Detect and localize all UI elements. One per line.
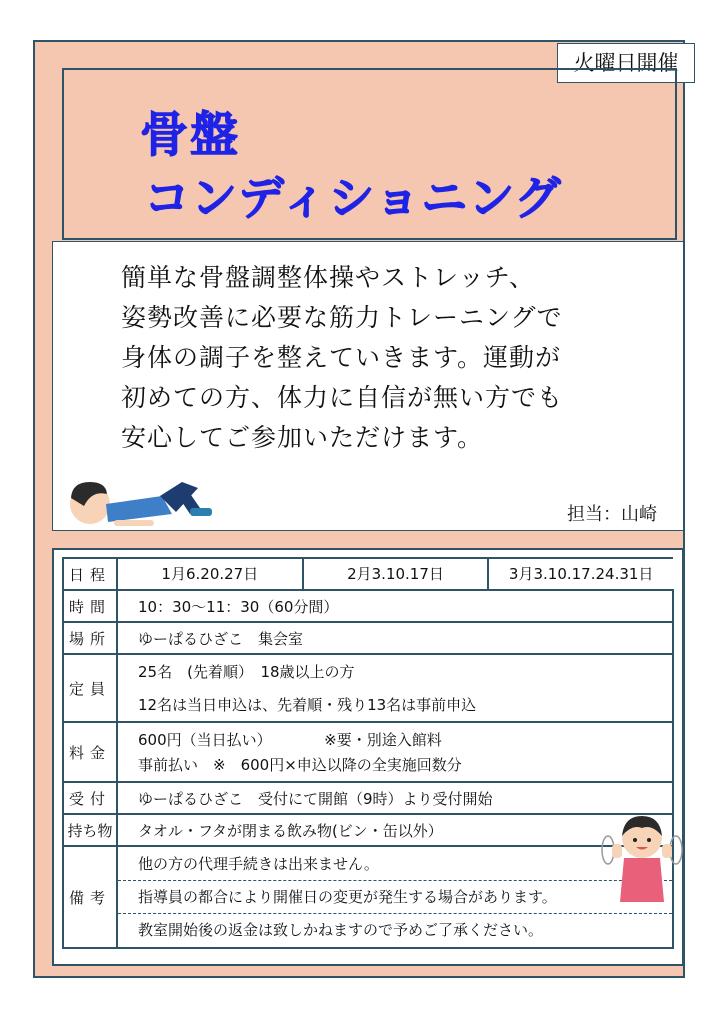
table-row (63, 590, 673, 622)
exercise-girl-illustration (596, 810, 686, 906)
place-label: 場所 (63, 622, 117, 654)
reception-value: ゆーぱるひざこ 受付にて開館（9時）より受付開始 (117, 782, 673, 814)
description (121, 258, 651, 458)
table-row (63, 782, 673, 814)
time-label: 時間 (63, 590, 117, 622)
note-item: 指導員の都合により開催日の変更が発生する場合があります。 (118, 880, 672, 913)
table-row (63, 622, 673, 654)
notes-label: 備考 (63, 846, 117, 948)
place-value: ゆーぱるひざこ 集会室 (117, 622, 673, 654)
schedule-label: 日程 (63, 558, 117, 590)
schedule-date: 3月3.10.17.24.31日 (508, 565, 654, 583)
table-row (63, 846, 673, 948)
note-item: 他の方の代理手続きは出来ません。 (138, 855, 379, 873)
capacity-line: 25名 (先着順） 18歳以上の方 (138, 663, 355, 681)
day-badge: 火曜日開催 (557, 43, 695, 83)
capacity-line: 12名は当日申込は、先着順・残り13名は事前申込 (138, 696, 477, 714)
capacity-label: 定員 (63, 654, 117, 722)
exercise-illustration (62, 468, 222, 530)
description-line: 簡単な骨盤調整体操やストレッチ、 (121, 263, 536, 292)
description-line: 身体の調子を整えていきます。運動が (121, 343, 562, 372)
description-line: 姿勢改善に必要な筋力トレーニングで (121, 303, 563, 332)
schedule-cells (117, 558, 673, 590)
belongings-label: 持ち物 (63, 814, 117, 846)
belongings-value: タオル・フタが閉まる飲み物(ビン・缶以外） (117, 814, 673, 846)
fee-label: 料金 (63, 722, 117, 782)
schedule-date: 2月3.10.17日 (304, 559, 490, 589)
table-row (63, 654, 673, 722)
schedule-date: 1月6.20.27日 (118, 559, 304, 589)
title-line-2: コンディショニング (144, 171, 562, 225)
description-line: 安心してご参加いただけます。 (121, 423, 484, 452)
title-line-1: 骨盤 (140, 107, 241, 163)
table-row (63, 814, 673, 846)
reception-label: 受付 (63, 782, 117, 814)
fee-line: 事前払い ※ 600円×申込以降の全実施回数分 (138, 756, 462, 774)
staff-label: 担当：山崎 (567, 504, 657, 525)
table-row (63, 722, 673, 782)
note-item: 教室開始後の返金は致しかねますので予めご了承ください。 (118, 913, 672, 946)
time-value: 10：30～11：30（60分間） (117, 590, 673, 622)
description-line: 初めての方、体力に自信が無い方でも (121, 383, 564, 412)
fee-value (117, 722, 673, 782)
table-row (63, 558, 673, 590)
fee-line: 600円（当日払い） ※要・別途入館料 (138, 731, 442, 749)
info-table (62, 557, 674, 949)
notes-value (117, 846, 673, 948)
capacity-value (117, 654, 673, 722)
